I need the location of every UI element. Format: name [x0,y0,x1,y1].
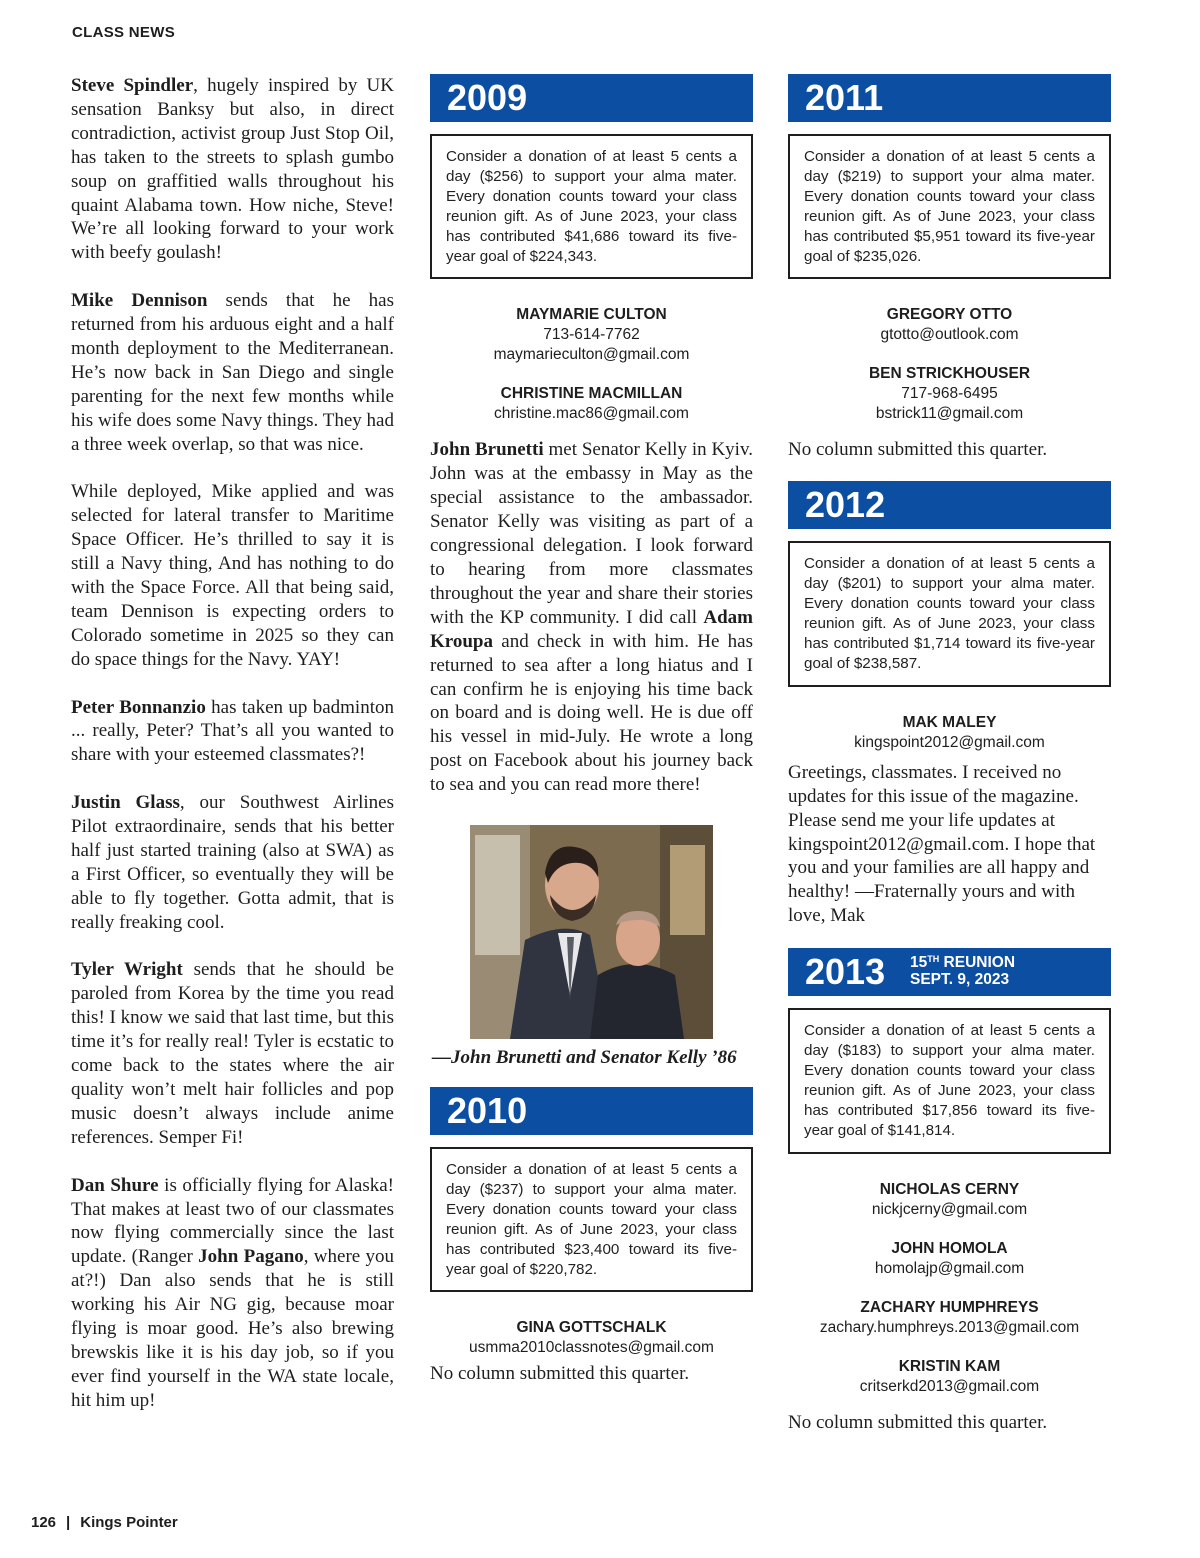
contacts-2013 [788,1180,1111,1397]
contact-card: CHRISTINE MACMILLAN christine.mac86@gmail.com [430,384,753,424]
news-2013: No column submitted this quarter. [788,1411,1048,1433]
donation-box-2010: Consider a donation of at least 5 cents a day ($237) to support your alma mater. Every donation counts toward your class reunion gift. As of June 2023, your class has contributed $23,400 toward its five-year goal of $220,782. [430,1147,753,1292]
donation-box-2009: Consider a donation of at least 5 cents a day ($256) to support your alma mater. Every donation counts toward your class reunion gift. As of June 2023, your class has contributed $41,686 toward its five-year goal of $224,343. [430,134,753,279]
magazine-name: Kings Pointer [80,1514,178,1531]
reunion-badge: 15TH REUNION SEPT. 9, 2023 [910,954,1016,989]
year-banner-2009: 2009 [430,74,753,122]
year-banner-2011: 2011 [788,74,1111,122]
column-2 [430,74,753,1386]
contact-phone: 713-614-7762 [543,326,640,344]
news-2010: No column submitted this quarter. [430,1363,690,1385]
donation-box-2013: Consider a donation of at least 5 cents a day ($183) to support your alma mater. Every donation counts toward your class reunion gift. As of June 2023, your class has contributed $17,856 toward its five-year goal of $141,814. [788,1008,1111,1153]
contact-email[interactable]: homolajp@gmail.com [874,1259,1025,1277]
contact-email[interactable]: nickjcerny@gmail.com [871,1200,1028,1218]
contact-card: GINA GOTTSCHALK usmma2010classnotes@gmail.com [430,1318,753,1358]
contacts-2009 [430,305,753,424]
page-number: 126 [31,1514,57,1531]
news-item-glass: Justin Glass, our Southwest Airlines Pilot extraordinaire, sends that his better half just started training (also at SWA) as a First Officer, so eventually they will be able to fly together. Gotta admit, that is really freaking cool. [71,792,394,933]
contact-card: ZACHARY HUMPHREYS zachary.humphreys.2013@gmail.com [788,1298,1111,1338]
footer-separator: | [66,1514,71,1531]
news-item-bonnanzio: Peter Bonnanzio has taken up badminton ... really, Peter? That’s all you wanted to share with your esteemed classmates?! [71,696,394,766]
photo-illustration [470,825,713,1039]
news-item-wright: Tyler Wright sends that he should be paroled from Korea by the time you read this! I know we said that last time, but this time it’s for really real! Tyler is ecstatic to come back to the states where the air quality won’t melt hair follicles and pop music doesn’t always include anime references. Semper Fi! [71,959,394,1148]
section-label: CLASS NEWS [72,24,176,41]
column-1 [71,74,394,1437]
contacts-2011 [788,305,1111,424]
contact-card: JOHN HOMOLA homolajp@gmail.com [788,1239,1111,1279]
news-2012: Greetings, classmates. I received no updates for this issue of the magazine. Please send me your life updates at kingspoint2012@gmail.com. I hope that you and your families are all happy and healthy! —Fraternally yours and with love, Mak [788,761,1096,927]
donation-box-2012: Consider a donation of at least 5 cents a day ($201) to support your alma mater. Every donation counts toward your class reunion gift. As of June 2023, your class has contributed $1,714 toward its five-year goal of $238,587. [788,541,1111,686]
page-footer [31,1514,178,1531]
contact-email[interactable]: bstrick11@gmail.com [875,405,1024,423]
year-banner-2010: 2010 [430,1087,753,1135]
column-3 [788,74,1111,1434]
contact-card: KRISTIN KAM critserkd2013@gmail.com [788,1357,1111,1397]
year-banner-2012: 2012 [788,481,1111,529]
news-item-shure: Dan Shure is officially flying for Alaska! That makes at least two of our classmates now flying commercially since the last update. (Ranger John Pagano, where you at?!) Dan also sends that he is still working his Air NG gig, because moar flying is moar good. He’s also brewing brewskis like it is his day job, so if you ever find yourself in the WA state locale, hit him up! [71,1174,395,1411]
contact-card: MAYMARIE CULTON 713-614-7762 maymarieculton@gmail.com [430,305,753,365]
photo-caption: —John Brunetti and Senator Kelly ’86 [432,1047,737,1069]
contact-email[interactable]: usmma2010classnotes@gmail.com [469,1339,714,1357]
contact-email[interactable]: zachary.humphreys.2013@gmail.com [819,1318,1080,1336]
contacts-2010 [430,1318,753,1358]
contact-card: NICHOLAS CERNY nickjcerny@gmail.com [788,1180,1111,1220]
photo-brunetti-kelly [470,825,713,1039]
news-2011: No column submitted this quarter. [788,439,1048,461]
donation-box-2011: Consider a donation of at least 5 cents a day ($219) to support your alma mater. Every donation counts toward your class reunion gift. As of June 2023, your class has contributed $5,951 toward its five-year goal of $235,026. [788,134,1111,279]
contact-email[interactable]: christine.mac86@gmail.com [494,405,689,423]
contact-email[interactable]: maymarieculton@gmail.com [493,346,690,364]
contacts-2012 [788,713,1111,753]
year-2013: 2013 [805,951,886,993]
contact-email[interactable]: kingspoint2012@gmail.com [854,733,1045,751]
news-item-brunetti: John Brunetti met Senator Kelly in Kyiv. John was at the embassy in May as the special assistance to the ambassador. Senator Kelly was visiting as part of a congressional delegation. I look forward to hearing from more classmates throughout the year and share their stories with the KP community. I did call Adam Kroupa and check in with him. He has returned to sea after a long hiatus and I can confirm he is enjoying his time back on board and is doing well. He is due off his vessel in mid-July. He wrote a long post on Facebook about his journey back to sea and you can read more there! [430,439,753,796]
contact-phone: 717-968-6495 [901,385,998,403]
reunion-date: SEPT. 9, 2023 [910,971,1010,989]
contact-email[interactable]: critserkd2013@gmail.com [859,1377,1040,1395]
contact-email[interactable]: gtotto@outlook.com [880,326,1019,344]
news-item-dennison: Mike Dennison sends that he has returned from his arduous eight and a half month deployment to the Mediterranean. He’s now back in San Diego and single parenting for the next few months while his wife does some Navy things. They had a three week overlap, so that was nice. [71,290,394,455]
news-item-dennison-cont: While deployed, Mike applied and was selected for lateral transfer to Maritime Space Officer. He’s thrilled to say it is still a Navy thing, And has nothing to do with the Space Force. All that being said, team Dennison is expecting orders to Colorado sometime in 2025 so they can do space things for the Navy. YAY! [71,481,394,670]
contact-card: GREGORY OTTO gtotto@outlook.com [788,305,1111,345]
contact-card: MAK MALEY kingspoint2012@gmail.com [788,713,1111,753]
contact-card: BEN STRICKHOUSER 717-968-6495 bstrick11@gmail.com [788,364,1111,424]
news-item-spindler: Steve Spindler, hugely inspired by UK sensation Banksy but also, in direct contradiction, activist group Just Stop Oil, has taken to the streets to splash gumbo soup on graffitied walls throughout his quaint Alabama town. How niche, Steve! We’re all looking forward to your work with beefy goulash! [71,75,394,264]
year-banner-2013 [788,948,1111,996]
